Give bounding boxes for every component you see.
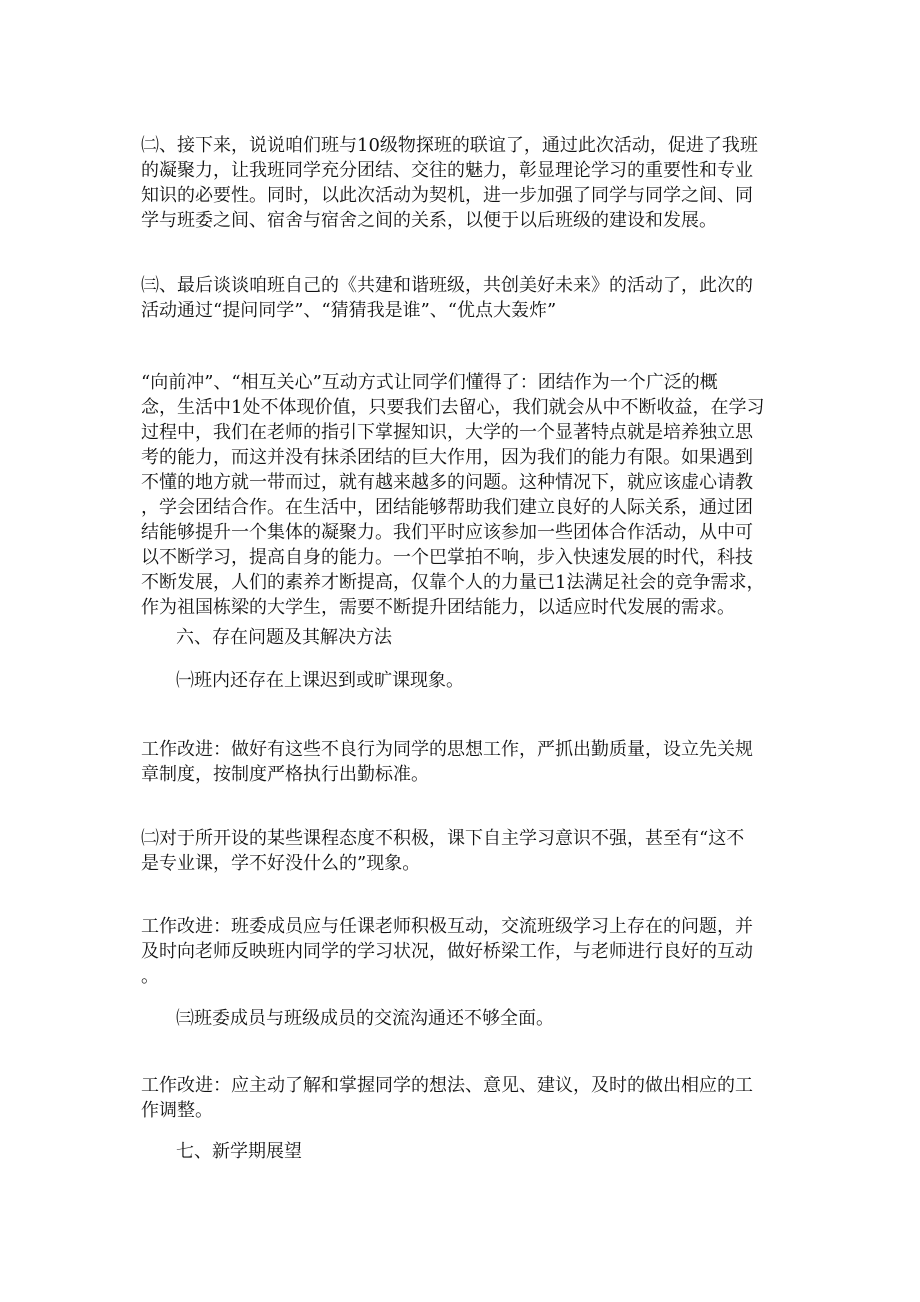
text-line: ㈠班内还存在上课迟到或旷课现象。 bbox=[176, 670, 464, 691]
problem-item-three bbox=[176, 1006, 816, 1031]
text-line: ，学会团结合作。在生活中，团结能够帮助我们建立良好的人际关系，通过团 bbox=[141, 497, 753, 518]
text-line: 知识的必要性。同时，以此次活动为契机，进一步加强了同学与同学之间、同 bbox=[141, 185, 753, 206]
text-line: 作调整。 bbox=[141, 1100, 213, 1121]
text-line: 作为祖国栋梁的大学生，需要不断提升团结能力，以适应时代发展的需求。 bbox=[141, 597, 735, 618]
improvement-item-two bbox=[141, 914, 781, 989]
text-line: ㈡对于所开设的某些课程态度不积极，课下自主学习意识不强，甚至有“这不 bbox=[141, 828, 745, 849]
text-line: 不断发展，人们的素养才断提高，仅靠个人的力量已1法满足社会的竞争需求， bbox=[141, 572, 765, 593]
paragraph-friendship-event bbox=[141, 133, 781, 233]
section-heading-six bbox=[176, 625, 816, 650]
paragraph-harmony-activity bbox=[141, 273, 781, 323]
paragraph-teamwork-reflection bbox=[141, 370, 781, 620]
text-line: 结能够提升一个集体的凝聚力。我们平时应该参加一些团体合作活动，从中可 bbox=[141, 522, 753, 543]
section-heading-seven bbox=[176, 1139, 816, 1164]
text-line: 念，生活中1处不体现价值，只要我们去留心，我们就会从中不断收益，在学习 bbox=[141, 397, 765, 418]
text-line: ㈢、最后谈谈咱班自己的《共建和谐班级，共创美好未来》的活动了，此次的 bbox=[141, 275, 753, 296]
text-line: 学与班委之间、宿舍与宿舍之间的关系，以便于以后班级的建设和发展。 bbox=[141, 210, 717, 231]
text-line: 工作改进：应主动了解和掌握同学的想法、意见、建议，及时的做出相应的工 bbox=[141, 1075, 753, 1096]
improvement-item-three bbox=[141, 1073, 781, 1123]
text-line: 及时向老师反映班内同学的学习状况，做好桥梁工作，与老师进行良好的互动 bbox=[141, 941, 753, 962]
text-line: ㈢班委成员与班级成员的交流沟通还不够全面。 bbox=[176, 1008, 554, 1029]
improvement-item-one bbox=[141, 737, 781, 787]
text-line: 不懂的地方就一带而过，就有越来越多的问题。这种情况下，就应该虚心请教 bbox=[141, 472, 753, 493]
text-line: 过程中，我们在老师的指引下掌握知识，大学的一个显著特点就是培养独立思 bbox=[141, 422, 753, 443]
text-line: 以不断学习，提高自身的能力。一个巴掌拍不响，步入快速发展的时代，科技 bbox=[141, 547, 753, 568]
text-line: 是专业课，学不好没什么的”现象。 bbox=[141, 853, 421, 874]
text-line: ㈡、接下来，说说咱们班与10级物探班的联谊了，通过此次活动，促进了我班 bbox=[141, 135, 758, 156]
heading-text: 七、新学期展望 bbox=[176, 1141, 302, 1162]
text-line: 工作改进：做好有这些不良行为同学的思想工作，严抓出勤质量，设立先关规 bbox=[141, 739, 753, 760]
heading-text: 六、存在问题及其解决方法 bbox=[176, 627, 392, 648]
problem-item-two bbox=[141, 826, 781, 876]
text-line: 的凝聚力，让我班同学充分团结、交往的魅力，彰显理论学习的重要性和专业 bbox=[141, 160, 753, 181]
text-line: 工作改进：班委成员应与任课老师积极互动，交流班级学习上存在的问题，并 bbox=[141, 916, 753, 937]
text-line: 章制度，按制度严格执行出勤标准。 bbox=[141, 764, 429, 785]
text-line: 活动通过“提问同学”、“猜猜我是谁”、“优点大轰炸” bbox=[141, 300, 557, 321]
text-line: “向前冲”、“相互关心”互动方式让同学们懂得了：团结作为一个广泛的概 bbox=[141, 372, 718, 393]
text-line: 考的能力，而这并没有抹杀团结的巨大作用，因为我们的能力有限。如果遇到 bbox=[141, 447, 753, 468]
text-line: 。 bbox=[141, 966, 159, 987]
problem-item-one bbox=[176, 668, 816, 693]
